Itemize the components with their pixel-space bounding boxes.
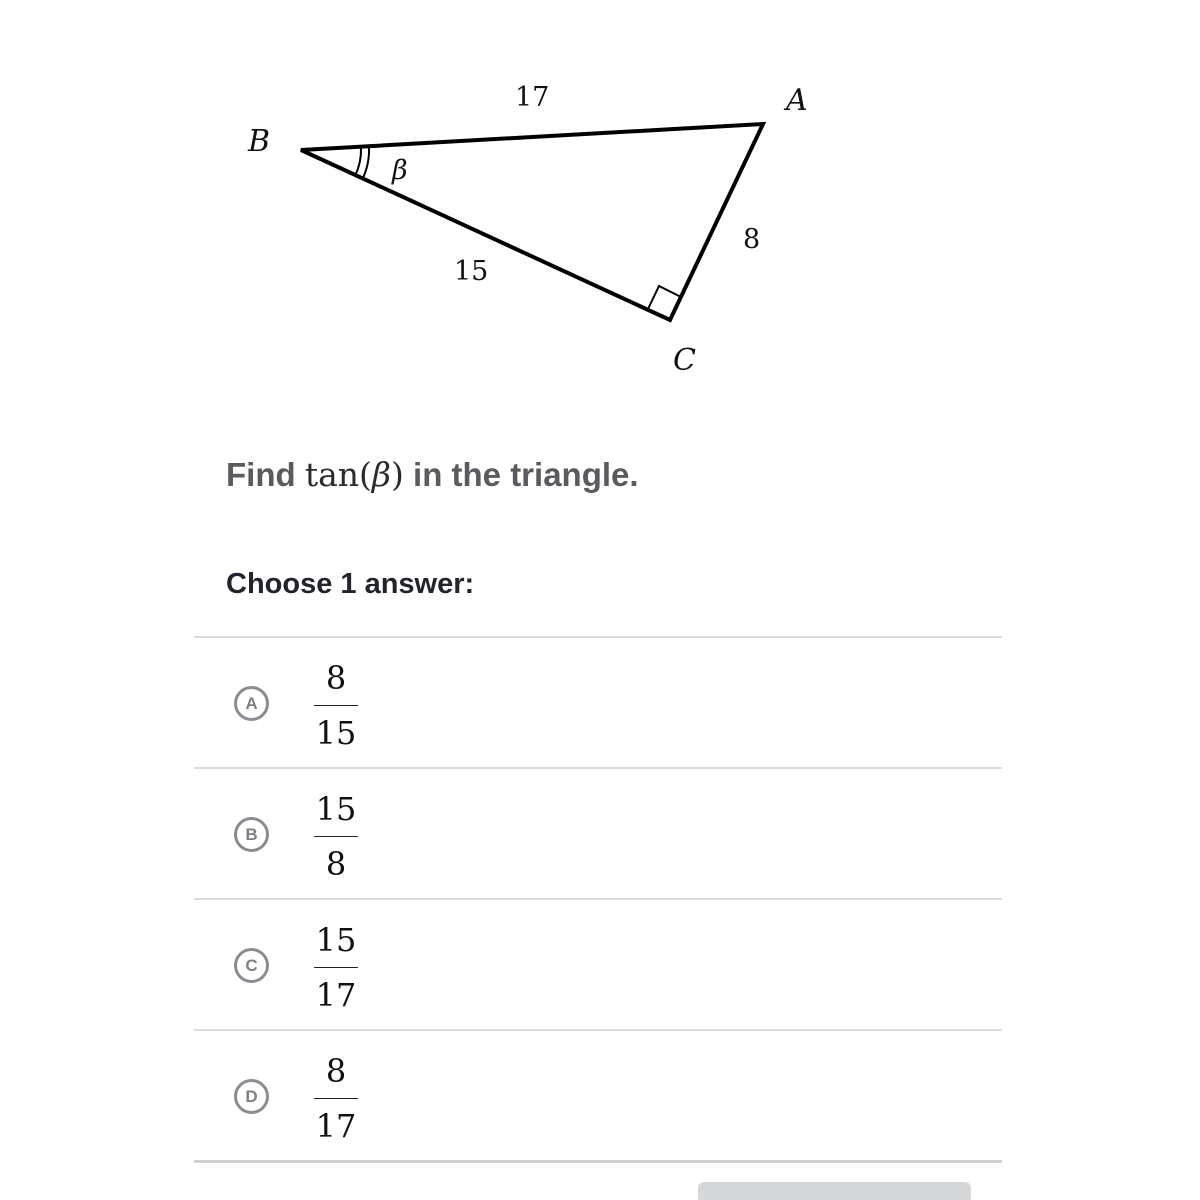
choice-letter-a[interactable]: A [234, 686, 269, 721]
math-var: β [371, 455, 391, 494]
check-button[interactable] [698, 1182, 971, 1200]
numerator: 8 [325, 659, 347, 697]
denominator: 8 [325, 845, 347, 883]
denominator: 17 [315, 976, 357, 1014]
vertex-label-b: B [248, 124, 271, 159]
fraction-bar [314, 1098, 358, 1099]
answer-list [194, 636, 1002, 1163]
side-label-ca: 8 [743, 224, 761, 255]
answer-option-d[interactable] [194, 1031, 1002, 1160]
angle-arc-inner [355, 148, 361, 176]
triangle-shape [301, 124, 763, 320]
angle-label-beta: β [392, 155, 408, 186]
answer-option-b[interactable] [194, 769, 1002, 898]
answer-option-c[interactable] [194, 900, 1002, 1029]
answer-fraction-c [314, 920, 358, 1015]
denominator: 15 [315, 714, 357, 752]
vertex-label-c: C [673, 343, 696, 378]
numerator: 15 [315, 921, 357, 959]
question-math [305, 455, 404, 494]
math-open-paren: ( [359, 455, 372, 494]
fraction-bar [314, 705, 358, 706]
answer-option-a[interactable] [194, 638, 1002, 767]
angle-arc-outer [362, 147, 369, 180]
fraction-bar [314, 967, 358, 968]
question-before: Find [226, 456, 296, 493]
denominator: 17 [315, 1107, 357, 1145]
answer-fraction-b [314, 789, 358, 884]
divider [194, 1160, 1002, 1163]
side-label-bc: 15 [454, 256, 489, 287]
numerator: 8 [325, 1052, 347, 1090]
question-after: in the triangle. [413, 456, 639, 493]
answer-fraction-a [314, 658, 358, 753]
triangle-figure [0, 0, 1200, 420]
choice-letter-c[interactable]: C [234, 948, 269, 983]
answer-fraction-d [314, 1051, 358, 1146]
choice-letter-b[interactable]: B [234, 817, 269, 852]
choice-letter-d[interactable]: D [234, 1079, 269, 1114]
vertex-label-a: A [786, 83, 808, 118]
choose-prompt: Choose 1 answer: [226, 568, 475, 600]
fraction-bar [314, 836, 358, 837]
math-func: tan [304, 455, 360, 494]
numerator: 15 [315, 790, 357, 828]
math-close-paren: ) [390, 455, 404, 494]
question-text [226, 455, 639, 494]
side-label-ab: 17 [515, 82, 550, 113]
